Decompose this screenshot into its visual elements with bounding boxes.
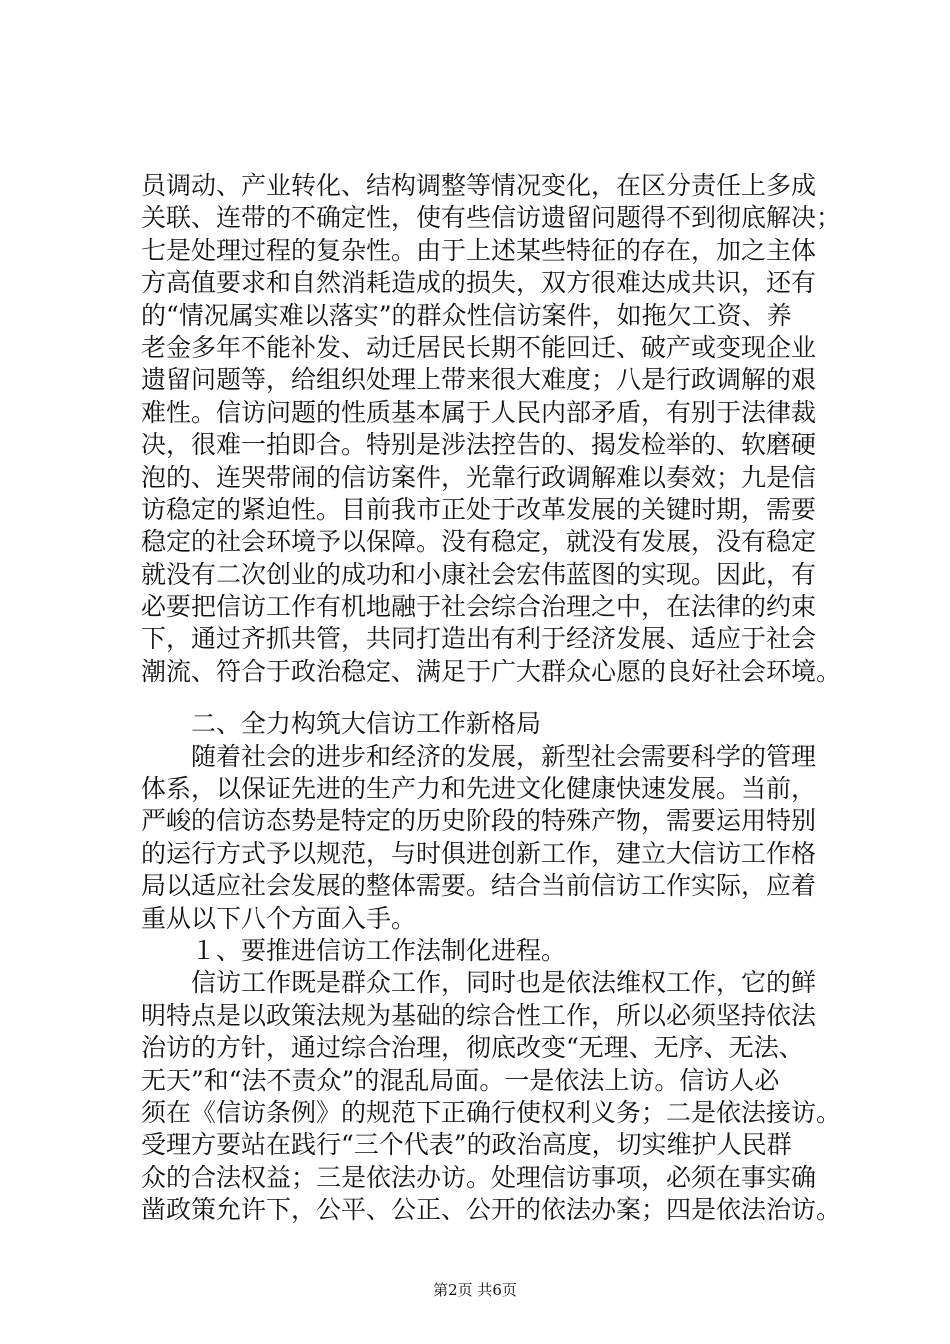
text-line: 的运行方式予以规范，与时俱进创新工作，建立大信访工作格 xyxy=(141,838,817,868)
text-line: 决，很难一拍即合。特别是涉法控告的、揭发检举的、软磨硬 xyxy=(141,430,817,460)
text-line: 治访的方针，通过综合治理，彻底改变“无理、无序、无法、 xyxy=(141,1033,804,1063)
text-line: 信访工作既是群众工作，同时也是依法维权工作，它的鲜 xyxy=(141,968,817,998)
text-line: 老金多年不能补发、动迁居民长期不能回迁、破产或变现企业 xyxy=(141,332,817,362)
text-line: 就没有二次创业的成功和小康社会宏伟蓝图的实现。因此，有 xyxy=(141,559,817,589)
text-line: 局以适应社会发展的整体需要。结合当前信访工作实际，应着 xyxy=(141,871,817,901)
section-heading: 二、全力构筑大信访工作新格局 xyxy=(141,709,542,739)
text-line: 潮流、符合于政治稳定、满足于广大群众心愿的良好社会环境。 xyxy=(141,656,842,686)
text-line: 须在《信访条例》的规范下正确行使权利义务；二是依法接访。 xyxy=(141,1097,842,1127)
text-line: 泡的、连哭带闹的信访案件，光靠行政调解难以奏效；九是信 xyxy=(141,462,817,492)
text-line: 随着社会的进步和经济的发展，新型社会需要科学的管理 xyxy=(141,741,817,771)
paragraph-gap xyxy=(141,688,831,708)
page-number-footer: 第2页 共6页 xyxy=(433,1281,517,1299)
text-line: 众的合法权益；三是依法办访。处理信访事项，必须在事实确 xyxy=(141,1162,817,1192)
text-line: 七是处理过程的复杂性。由于上述某些特征的存在，加之主体 xyxy=(141,235,817,265)
text-line: 受理方要站在践行“三个代表”的政治高度，切实维护人民群 xyxy=(141,1130,792,1160)
text-line: 难性。信访问题的性质基本属于人民内部矛盾，有别于法律裁 xyxy=(141,397,817,427)
text-line: 体系，以保证先进的生产力和先进文化健康快速发展。当前， xyxy=(141,774,817,804)
text-line: 稳定的社会环境予以保障。没有稳定，就没有发展，没有稳定 xyxy=(141,527,817,557)
text-line: 遗留问题等，给组织处理上带来很大难度；八是行政调解的艰 xyxy=(141,365,817,395)
text-line: 严峻的信访态势是特定的历史阶段的特殊产物，需要运用特别 xyxy=(141,806,817,836)
text-line: 无天”和“法不责众”的混乱局面。一是依法上访。信访人必 xyxy=(141,1065,780,1095)
text-line: 方高值要求和自然消耗造成的损失，双方很难达成共识，还有 xyxy=(141,268,817,298)
text-line: 凿政策允许下，公平、公正、公开的依法办案；四是依法治访。 xyxy=(141,1195,842,1225)
text-line: 关联、连带的不确定性，使有些信访遗留问题得不到彻底解决； xyxy=(141,203,842,233)
text-line: 下，通过齐抓共管，共同打造出有利于经济发展、适应于社会 xyxy=(141,624,817,654)
text-line: 重从以下八个方面入手。 xyxy=(141,903,417,933)
text-line: 访稳定的紧迫性。目前我市正处于改革发展的关键时期，需要 xyxy=(141,494,817,524)
text-line: 的“情况属实难以落实”的群众性信访案件，如拖欠工资、养 xyxy=(141,300,792,330)
text-line: 必要把信访工作有机地融于社会综合治理之中，在法律的约束 xyxy=(141,592,817,622)
text-line: 明特点是以政策法规为基础的综合性工作，所以必须坚持依法 xyxy=(141,1000,817,1030)
text-line: 员调动、产业转化、结构调整等情况变化，在区分责任上多成 xyxy=(141,171,817,200)
subsection-heading: １、要推进信访工作法制化进程。 xyxy=(141,935,567,965)
document-body xyxy=(141,170,842,1227)
